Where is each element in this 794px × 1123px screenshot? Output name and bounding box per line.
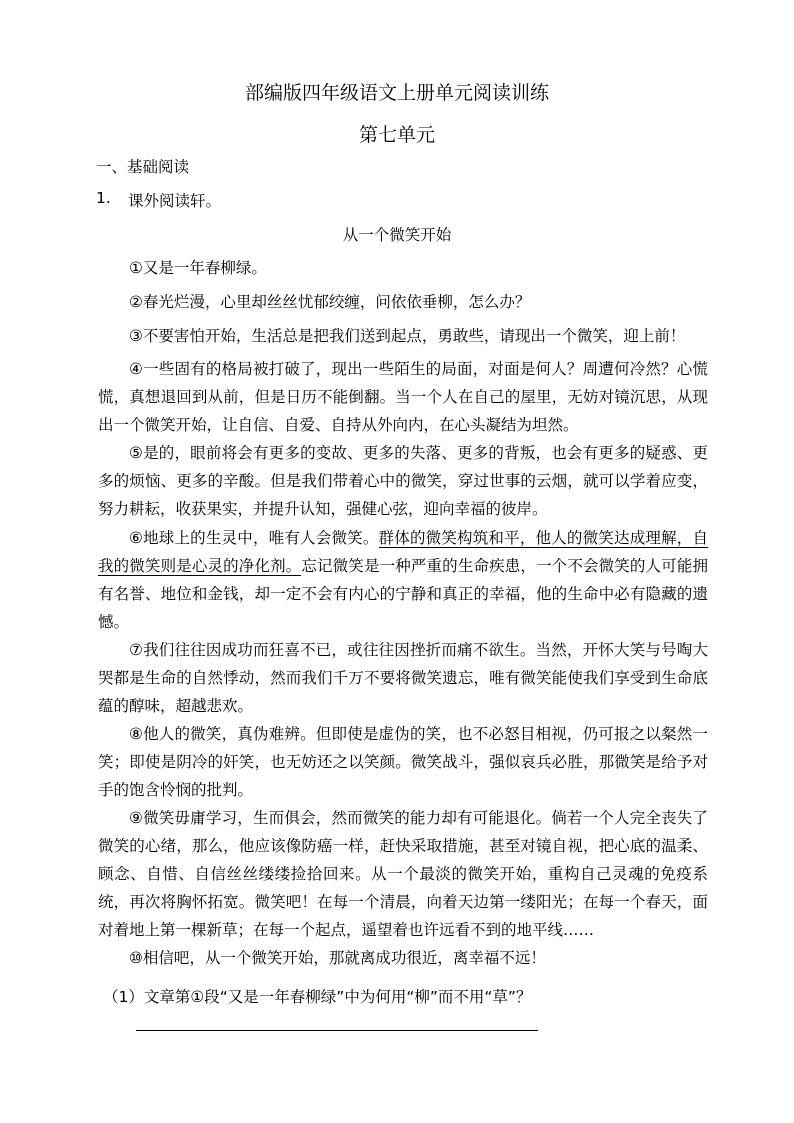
paragraph-6 bbox=[98, 524, 708, 636]
paragraph-10: ⑩相信吧，从一个微笑开始，那就离成功很近，离幸福不远！ bbox=[129, 949, 546, 967]
unit-title: 第七单元 bbox=[358, 124, 435, 146]
question-number: 1. bbox=[96, 189, 111, 207]
paragraph-6-start: ⑥地球上的生灵中，唯有人会微笑。 bbox=[129, 529, 379, 547]
section-heading: 一、基础阅读 bbox=[96, 158, 190, 176]
paragraph-9: ⑨微笑毋庸学习，生而俱会，然而微笑的能力却有可能退化。倘若一个人完全丧失了微笑的心绪，那么，他应该像防癌一样，赶快采取措施，甚至对镜自视，把心底的温柔、顾念、自惜、自信丝丝缕缕捡拾回来。从一个最淡的微笑开始，重构自己灵魂的免疫系统，再次将胸怀拓宽。微笑吧！在每一个清晨，向着天边第一缕阳光；在每一个春天，面对着地上第一棵新草；在每一个起点，遥望着也许远看不到的地平线…… bbox=[98, 809, 708, 939]
paragraph-3: ③不要害怕开始，生活总是把我们送到起点，勇敢些，请现出一个微笑，迎上前！ bbox=[129, 327, 686, 345]
paragraph-6-underlined: 群体的微笑构筑和平，他人的微笑达成理解，自我的微笑则是心灵的净化剂。 bbox=[98, 529, 708, 575]
paragraph-6-end: 忘记微笑是一种严重的生命疾患，一个不会微笑的人可能拥有名誉、地位和金钱，却一定不会有内心的宁静和真正的幸福，他的生命中必有隐藏的遗憾。 bbox=[98, 557, 708, 631]
document-title: 部编版四年级语文上册单元阅读训练 bbox=[244, 82, 549, 104]
paragraph-2: ②春光烂漫，心里却丝丝忧郁绞缠，问依依垂柳，怎么办？ bbox=[129, 293, 531, 311]
sub-question: （1）文章第①段“又是一年春柳绿”中为何用“柳”而不用“草”？ bbox=[103, 988, 532, 1006]
answer-line[interactable] bbox=[136, 1030, 538, 1031]
article-title: 从一个微笑开始 bbox=[342, 226, 452, 244]
paragraph-1: ①又是一年春柳绿。 bbox=[129, 259, 267, 277]
question-label: 课外阅读轩。 bbox=[128, 192, 222, 210]
paragraph-5: ⑤是的，眼前将会有更多的变故、更多的失落、更多的背叛，也会有更多的疑惑、更多的烦恼、更多的辛酸。但是我们带着心中的微笑，穿过世事的云烟，就可以学着应变，努力耕耘，收获果实，并提升认知，强健心弦，迎向幸福的彼岸。 bbox=[98, 444, 708, 518]
paragraph-8: ⑧他人的微笑，真伪难辨。但即使是虚伪的笑，也不必怒目相视，仍可报之以粲然一笑；即使是阴冷的奸笑，也无妨还之以笑颜。微笑战斗，强似哀兵必胜，那微笑是给予对手的饱含怜悯的批判。 bbox=[98, 725, 708, 799]
paragraph-4: ④一些固有的格局被打破了，现出一些陌生的局面，对面是何人？周遭何冷然？心慌慌，真想退回到从前，但是日历不能倒翻。当一个人在自己的屋里，无妨对镜沉思，从现出一个微笑开始，让自信、自爱、自持从外向内，在心头凝结为坦然。 bbox=[98, 360, 708, 434]
paragraph-7: ⑦我们往往因成功而狂喜不已，或往往因挫折而痛不欲生。当然，开怀大笑与号啕大哭都是生命的自然悸动，然而我们千万不要将微笑遗忘，唯有微笑能使我们享受到生命底蕴的醇味，超越悲欢。 bbox=[98, 641, 708, 715]
